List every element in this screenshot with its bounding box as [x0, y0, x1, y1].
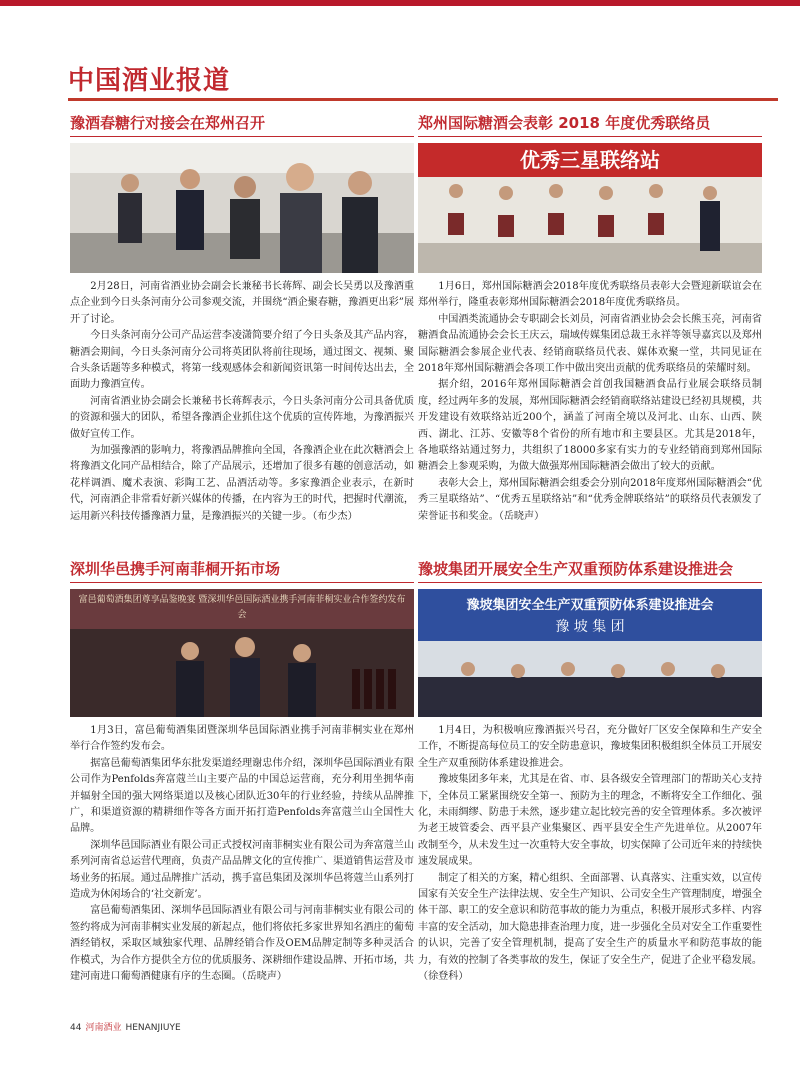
- article-paragraph: 表彰大会上，郑州国际糖酒会组委会分别向2018年度郑州国际糖酒会“优秀三星联络站”、“优秀五星联络站”和“优秀金牌联络站”的联络员代表颁发了荣誉证书和奖金。（岳晓声）: [418, 477, 762, 522]
- article-3-body: [70, 723, 414, 986]
- magazine-name: 河南酒业: [85, 1023, 122, 1033]
- article-paragraph: 深圳华邑国际酒业有限公司正式授权河南菲桐实业有限公司为奔富蔻兰山系列河南省总运营代理商，负责产品品牌文化的宣传推广、渠道销售运营及市场业务的拓展。通过品牌推广活动，携手富邑集团及深圳华邑将蔻兰山系列打造成为休闲场合的‘社交新宠’。: [70, 839, 414, 901]
- article-paragraph: 富邑葡萄酒集团、深圳华邑国际酒业有限公司与河南菲桐实业有限公司的签约将成为河南菲桐实业发展的新起点，他们将依托多家世界知名酒庄的葡萄酒经销权，采取区域独家代理、品牌经销合作及OEM品牌定制等多种灵活合作模式，为合作方提供全方位的优质服务、深耕细作建设品牌、开拓市场，共建河南进口葡萄酒健康有序的生态圈。（岳晓声）: [70, 905, 414, 983]
- photo-3-banner-text: 富邑葡萄酒集团尊享品鉴晚宴 暨深圳华邑国际酒业携手河南菲桐实业合作签约发布会: [78, 595, 406, 620]
- article-2-body: [418, 279, 762, 525]
- article-paragraph: 据富邑葡萄酒集团华东批发渠道经理谢忠伟介绍，深圳华邑国际酒业有限公司作为Penfolds奔富蔻兰山主要产品的中国总运营商，充分利用坐拥华南并辐射全国的强大网络渠道以及核心团队近30年的行业经验，持续从品牌推广，和渠道资源的精耕细作等各方面开拓打造Penfolds奔富蔻兰山全国性大品牌。: [70, 757, 414, 835]
- section-header: [68, 58, 778, 101]
- article-2-photo: [418, 143, 762, 273]
- article-3-photo: [70, 589, 414, 717]
- article-4: [418, 558, 762, 986]
- article-4-body: [418, 723, 762, 986]
- article-1: [70, 112, 414, 525]
- article-paragraph: 今日头条河南分公司产品运营李凌潇简要介绍了今日头条及其产品内容，糖酒会期间，今日头条河南分公司将英团队将前往现场，通过图文、视频、聚合头条话题等多种模式，将第一线观感体会和新闻资讯第一时间传达出去，全面助力豫酒宣传。: [70, 330, 414, 391]
- article-paragraph: 河南省酒业协会副会长兼秘书长蒋辉表示，今日头条河南分公司具备优质的资源和强大的团队，希望各豫酒企业抓住这个优质的宣传阵地，为豫酒振兴做好宣传工作。: [70, 395, 414, 440]
- article-3: [70, 558, 414, 986]
- article-paragraph: 为加强豫酒的影响力，将豫酒品牌推向全国，各豫酒企业在此次糖酒会上将豫酒文化同产品相结合，除了产品展示，还增加了很多有趣的创意活动，如花样调酒、魔术表演、彩陶工艺、品酒活动等。多家豫酒企业表示，在新时代，河南酒企非常看好新兴媒体的传播，在内容为王的时代，把握时代潮流，运用新兴科技传播豫酒力量，是豫酒振兴的关键一步。（布少杰）: [70, 445, 414, 522]
- article-4-title: 豫坡集团开展安全生产双重预防体系建设推进会: [418, 558, 762, 583]
- article-paragraph: 1月3日，富邑葡萄酒集团暨深圳华邑国际酒业携手河南菲桐实业在郑州举行合作签约发布会。: [70, 725, 414, 753]
- article-1-photo: [70, 143, 414, 273]
- article-2: [418, 112, 762, 525]
- magazine-name-en: HENANJIUYE: [125, 1023, 181, 1033]
- article-1-title: 豫酒春糖行对接会在郑州召开: [70, 112, 414, 137]
- section-title: 中国酒业报道: [68, 66, 231, 96]
- photo-4-banner-text: 豫坡集团安全生产双重预防体系建设推进会: [466, 598, 714, 613]
- article-paragraph: 豫坡集团多年来，尤其是在省、市、县各级安全管理部门的帮助关心支持下，全体员工紧紧围绕安全第一、预防为主的理念，不断将安全工作细化、强化，未雨绸缪、防患于未然，逐步建立起比较完善的安全管理体系。多次被评为老王坡管委会、西平县产业集聚区、西平县安全生产先进单位。从2007年改制至今，从未发生过一次重特大安全事故，切实保障了公司近年来的持续快速发展成果。: [418, 774, 762, 868]
- article-paragraph: 据介绍，2016年郑州国际糖酒会首创我国糖酒食品行业展会联络员制度，经过两年多的发展，郑州国际糖酒会经销商联络站建设已经初具规模，共开发建设有效联络站近200个，涵盖了河南全境以及河北、山东、山西、陕西、湖北、江苏、安徽等8个省份的所有地市和主要县区。尤其是2018年，各地联络站通过努力，共组织了18000多家有实力的专业经销商到郑州国际糖酒会上参观采购，为做大做强郑州国际糖酒会做出了较大的贡献。: [418, 379, 762, 473]
- article-4-photo: [418, 589, 762, 717]
- article-3-title: 深圳华邑携手河南菲桐开拓市场: [70, 558, 414, 583]
- page-number: 44: [70, 1023, 82, 1033]
- photo-2-banner-text: 优秀三星联络站: [520, 148, 660, 172]
- article-paragraph: 1月6日，郑州国际糖酒会2018年度优秀联络员表彰大会暨迎新联谊会在郑州举行，隆重表彰郑州国际糖酒会2018年度优秀联络员。: [418, 281, 762, 309]
- article-paragraph: 1月4日，为积极响应豫酒振兴号召，充分做好厂区安全保障和生产安全工作，不断提高每位员工的安全防患意识，豫坡集团积极组织全体员工开展安全生产双重预防体系建设推进会。: [418, 725, 762, 769]
- page-footer: [70, 1020, 181, 1033]
- article-paragraph: 2月28日，河南省酒业协会副会长兼秘书长蒋辉、副会长吴勇以及豫酒重点企业到今日头条河南分公司参观交流，并围绕“酒企聚春糖，豫酒更出彩”展开了讨论。: [70, 281, 414, 325]
- photo-4-banner-subtext: 豫 坡 集 团: [555, 619, 625, 635]
- article-paragraph: 中国酒类流通协会专职副会长刘员，河南省酒业协会会长熊玉亮，河南省糖酒食品流通协会会长王庆云，瑞域传媒集团总裁王永祥等领导嘉宾以及郑州国际糖酒会参展企业代表、经销商联络员代表、媒体欢聚一堂，共同见证在2018年郑州国际糖酒会各项工作中做出突出贡献的优秀联络员的荣耀时刻。: [418, 313, 762, 375]
- top-color-bar: [0, 0, 800, 6]
- article-2-title: 郑州国际糖酒会表彰 2018 年度优秀联络员: [418, 112, 762, 137]
- article-paragraph: 制定了相关的方案，精心组织、全面部署、认真落实、注重实效，以宣传国家有关安全生产法律法规、安全生产知识、公司安全生产管理制度，增强全体干部、职工的安全意识和防范事故的能力为重点，积极开展形式多样、内容丰富的安全活动，加大隐患排查治理力度，进一步强化全员对安全工作重要性的认识，完善了安全管理机制，提高了安全生产的质量水平和防范事故的能力，有效的控制了各类事故的发生，保证了安全生产，促进了企业平稳发展。（徐登科）: [418, 872, 762, 983]
- article-1-body: [70, 279, 414, 525]
